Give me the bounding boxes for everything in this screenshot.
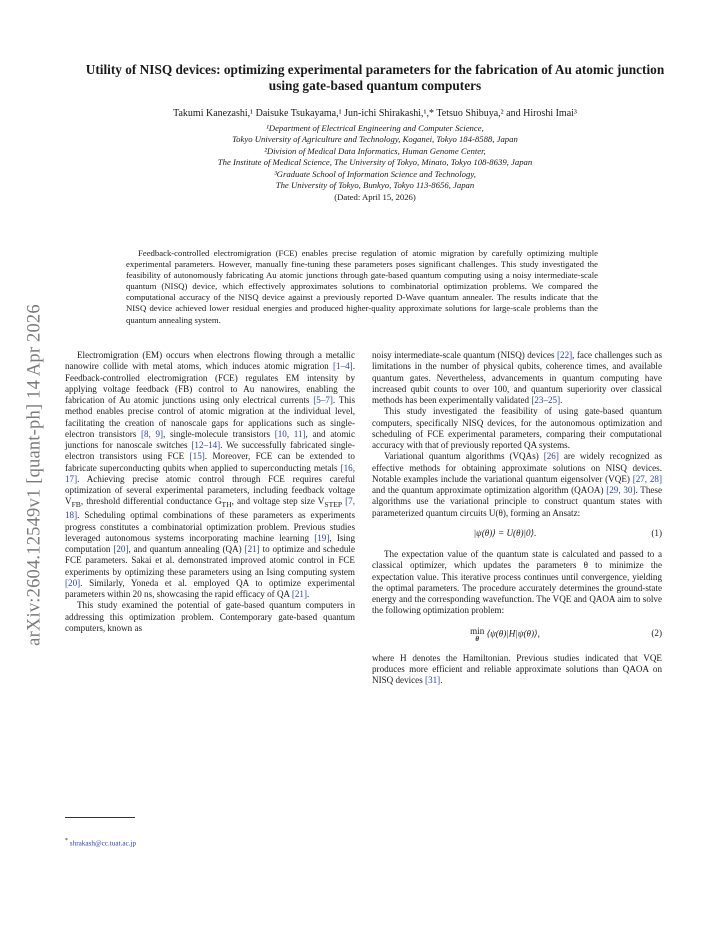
citation-link[interactable]: [7, 18] [65, 496, 355, 521]
citation-link[interactable]: [8, 9] [140, 428, 164, 439]
affiliation-line: ¹Department of Electrical Engineering and Computer Science, [266, 123, 484, 133]
date-line: (Dated: April 15, 2026) [334, 192, 416, 203]
paragraph-feasibility: This study investigated the feasibility of using gate-based quantum computers, specifically NISQ devices, for the autonomous optimization and scheduling of FCE experimental parameters, comparing their computational accuracy with that of previously reported QA systems. [372, 406, 662, 450]
equation-expression: |ψ(θ)⟩ = U(θ)|0⟩. [473, 527, 537, 538]
citation-link[interactable]: [31] [425, 675, 441, 685]
footnote-divider [65, 817, 135, 818]
citation-link[interactable]: [22] [557, 350, 573, 360]
equation-number: (2) [651, 628, 662, 639]
footnote-marker: * [65, 838, 68, 844]
affiliation-line: The Institute of Medical Science, The University of Tokyo, Minato, Tokyo 108-8639, Japan [217, 157, 533, 168]
affiliation-line: ³Graduate School of Information Science and Technology, [274, 168, 476, 179]
affiliation-line: The University of Tokyo, Bunkyo, Tokyo 113-8656, Japan [275, 180, 475, 191]
equation-1 [372, 528, 662, 539]
arxiv-identifier-text: arXiv:2604.12549v1 [quant-ph] 14 Apr 2026 [24, 304, 45, 646]
citation-link[interactable]: [19] [314, 532, 330, 543]
citation-link[interactable]: [12–14] [191, 440, 221, 450]
citation-link[interactable]: [21] [291, 589, 308, 600]
footnote [65, 838, 136, 847]
citation-link[interactable]: [26] [543, 451, 559, 462]
author-list: Takumi Kanezashi,¹ Daisuke Tsukayama,¹ Jun-ichi Shirakashi,¹,* Tetsuo Shibuya,² and Hiroshi Imai³ [173, 108, 577, 119]
citation-link[interactable]: [20] [65, 577, 81, 588]
paragraph-hamiltonian: where H denotes the Hamiltonian. Previous studies indicated that VQE produces more efficient and reliable approximate solutions than QAOA on NISQ devices [31]. [372, 652, 662, 685]
citation-link[interactable]: [15] [189, 451, 205, 462]
equation-number: (1) [651, 527, 662, 538]
citation-link[interactable]: [5–7] [313, 395, 333, 405]
citation-link[interactable]: [27, 28] [632, 473, 662, 484]
affiliation-line: Tokyo University of Agriculture and Technology, Koganei, Tokyo 184-8588, Japan [232, 134, 518, 145]
right-column [372, 350, 662, 686]
citation-link[interactable]: [21] [244, 544, 260, 555]
paper-title: Utility of NISQ devices: optimizing experimental parameters for the fabrication of Au atomic junction using gate-based quantum computers [85, 62, 665, 93]
citation-link[interactable]: [16, 17] [65, 462, 355, 484]
paragraph-study-aim: This study examined the potential of gate-based quantum computers in addressing this optimization problem. Contemporary gate-based quantum computers, known as [65, 600, 355, 633]
left-column [65, 350, 355, 634]
paragraph-intro: Electromigration (EM) occurs when electrons flowing through a metallic nanowire collide with metal atoms, which induces atomic migration [1–4]. Feedback-controlled electromigration (FCE) regulates EM intensity by applying voltage feedback (FB) control to Au nanowires, enabling the fabrication of Au atomic junctions using only electrical currents [5–7]. This method enables precise control of atomic migration at the individual level, facilitating the creation of nanoscale gaps for applications such as single-electron transistors [8, 9], single-molecule transistors [10, 11], and atomic junctions for nanoscale switches [12–14]. We successfully fabricated single-electron transistors using FCE [15]. Moreover, FCE can be extended to fabricate superconducting qubits when applied to superconducting metals [16, 17]. Achieving precise atomic control through FCE requires careful optimization of several experimental parameters, including feedback voltage $V_{FB}$, threshold differential conductance $G_{TH}$, and voltage step size $V_{STEP}$ [7, 18]. Scheduling optimal combinations of these parameters as experiments progress constitutes a combinatorial optimization problem. Previous studies leveraged autonomous systems incorporating machine learning [19], Ising computation [20], and quantum annealing (QA) [21] to optimize and schedule FCE parameters. Sakai et al. demonstrated improved atomic control in FCE experiments by optimizing these parameters using an Ising computing system [20]. Similarly, Yoneda et al. employed QA to optimize experimental parameters within 20 ns, showcasing the rapid efficacy of QA [21]. [65, 350, 356, 600]
citation-link[interactable]: [10, 11] [274, 428, 306, 439]
paragraph-nisq: noisy intermediate-scale quantum (NISQ) devices [22], face challenges such as limitations in the number of physical qubits, coherence times, and available quantum gates. Nevertheless, advancements in quantum computing have increased qubit counts to over 100, and quantum superiority over classical methods has been experimentally validated [23–25]. [372, 350, 662, 405]
citation-link[interactable]: [29, 30] [606, 485, 636, 495]
citation-link[interactable]: [1–4] [333, 361, 353, 372]
paragraph-vqa: Variational quantum algorithms (VQAs) [26] are widely recognized as effective methods for obtaining approximate solutions on NISQ devices. Notable examples include the variational quantum eigensolver (VQE) [27, 28] and the quantum approximate optimization algorithm (QAOA) [29, 30]. These algorithms use the variational principle to construct quantum states with parameterized quantum circuits U(θ), forming an Ansatz: [372, 451, 662, 518]
paragraph-expectation: The expectation value of the quantum state is calculated and passed to a classical optimizer, which updates the parameters θ to minimize the expectation value. This iterative process continues until convergence, yielding the optimal parameters. The procedure accurately determines the ground-state energy and the corresponding wavefunction. The VQE and QAOA aim to solve the following optimization problem: [372, 549, 662, 616]
affiliations [80, 123, 670, 191]
abstract: Feedback-controlled electromigration (FCE) enables precise regulation of atomic migration by carefully optimizing multiple experimental parameters. However, manually fine-tuning these parameters poses significant challenges. This study investigated the feasibility of autonomously fabricating Au atomic junctions through gate-based quantum computing using a noisy intermediate-scale quantum (NISQ) device, which effectively approximates solutions to combinatorial optimization problems. We compared the computational accuracy of the NISQ device against a previously reported D-Wave quantum annealer. The results indicate that the NISQ device achieved lower residual energies and produced higher-quality approximate solutions for large-scale problems than the quantum annealing system. [126, 248, 598, 325]
footnote-email-link[interactable]: shrakash@cc.tuat.ac.jp [69, 839, 137, 848]
citation-link[interactable]: [23–25] [531, 395, 561, 405]
arxiv-identifier-stamp [20, 280, 50, 670]
equation-2 [372, 626, 662, 643]
citation-link[interactable]: [20] [113, 544, 129, 555]
affiliation-line: ²Division of Medical Data Informatics, Human Genome Center, [264, 145, 486, 156]
equation-expression: min θ ⟨ψ(θ)|H|ψ(θ)⟩, [470, 625, 540, 643]
paper-header [80, 62, 670, 203]
